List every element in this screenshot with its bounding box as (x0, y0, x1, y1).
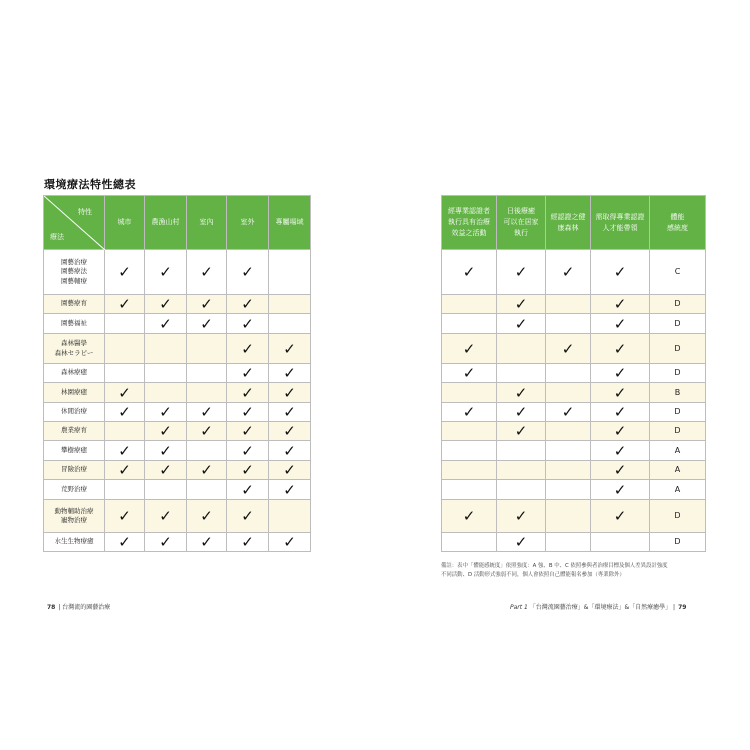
fitness-rating: D (650, 364, 706, 383)
fitness-rating: D (650, 500, 706, 533)
check-mark: ✓ (497, 403, 546, 422)
empty-cell (145, 480, 187, 500)
check-mark: ✓ (497, 250, 546, 295)
empty-cell (546, 480, 591, 500)
page-number-left: 78 (47, 604, 56, 611)
check-mark: ✓ (227, 334, 269, 364)
empty-cell (546, 441, 591, 461)
check-mark: ✓ (227, 441, 269, 461)
check-mark: ✓ (442, 334, 497, 364)
therapy-name: 荒野治療 (44, 480, 105, 500)
column-header: 經專業認證者 執行具有治療 效益之活動 (442, 196, 497, 250)
empty-cell (546, 383, 591, 403)
check-mark: ✓ (145, 500, 187, 533)
check-mark: ✓ (269, 533, 311, 552)
check-mark: ✓ (591, 422, 650, 441)
therapy-name: 農業療育 (44, 422, 105, 441)
fitness-rating: D (650, 295, 706, 314)
fitness-rating: B (650, 383, 706, 403)
right-footer: Part 1 「台灣流園藝治療」&「環境療法」&「自然療癒學」 | 79 (510, 604, 687, 611)
check-mark: ✓ (227, 403, 269, 422)
check-mark: ✓ (105, 533, 145, 552)
empty-cell (497, 364, 546, 383)
check-mark: ✓ (187, 533, 227, 552)
empty-cell (105, 364, 145, 383)
empty-cell (497, 334, 546, 364)
check-mark: ✓ (105, 403, 145, 422)
fitness-rating: A (650, 461, 706, 480)
table-row (44, 480, 311, 500)
column-header: 專屬場域 (269, 196, 311, 250)
check-mark: ✓ (145, 422, 187, 441)
table-note: 備註：表中「體能感統度」依照強度：A 強、B 中、C 依照參與者治療目標及個人差異設計強度不同活動、D 活動形式強弱不同，個人會依照自己體能報名參加（專業除外） (441, 563, 668, 578)
check-mark: ✓ (105, 295, 145, 314)
table-title: 環境療法特性總表 (44, 178, 136, 191)
therapy-name: 攀樹療癒 (44, 441, 105, 461)
check-mark: ✓ (187, 500, 227, 533)
empty-cell (497, 480, 546, 500)
empty-cell (442, 441, 497, 461)
table-row (442, 441, 706, 461)
table-row (44, 364, 311, 383)
left-footer: 78 | 台灣流的園藝治療 (47, 604, 111, 611)
column-header: 室外 (227, 196, 269, 250)
check-mark: ✓ (497, 314, 546, 334)
empty-cell (442, 461, 497, 480)
therapy-name: 森林療癒 (44, 364, 105, 383)
table-row (44, 334, 311, 364)
empty-cell (497, 441, 546, 461)
check-mark: ✓ (591, 461, 650, 480)
column-header: 體能 感統度 (650, 196, 706, 250)
table-row (44, 403, 311, 422)
check-mark: ✓ (442, 500, 497, 533)
right-table (441, 195, 706, 552)
table-row (442, 461, 706, 480)
left-table (43, 195, 311, 552)
empty-cell (145, 383, 187, 403)
empty-cell (269, 250, 311, 295)
empty-cell (145, 334, 187, 364)
table-row (44, 441, 311, 461)
check-mark: ✓ (269, 334, 311, 364)
fitness-rating: D (650, 403, 706, 422)
table-row (44, 250, 311, 295)
column-header: 農漁山村 (145, 196, 187, 250)
empty-cell (105, 480, 145, 500)
fitness-rating: D (650, 422, 706, 441)
therapy-name: 森林醫學 森林セラピー (44, 334, 105, 364)
check-mark: ✓ (591, 334, 650, 364)
table-row (442, 500, 706, 533)
check-mark: ✓ (227, 364, 269, 383)
check-mark: ✓ (497, 295, 546, 314)
check-mark: ✓ (105, 461, 145, 480)
fitness-rating: C (650, 250, 706, 295)
check-mark: ✓ (591, 250, 650, 295)
table-row (442, 403, 706, 422)
check-mark: ✓ (546, 334, 591, 364)
table-row (442, 480, 706, 500)
check-mark: ✓ (497, 500, 546, 533)
check-mark: ✓ (227, 295, 269, 314)
check-mark: ✓ (269, 480, 311, 500)
check-mark: ✓ (187, 250, 227, 295)
check-mark: ✓ (145, 250, 187, 295)
empty-cell (546, 461, 591, 480)
column-header: 室內 (187, 196, 227, 250)
therapy-name: 林園療癒 (44, 383, 105, 403)
table-row (44, 314, 311, 334)
empty-cell (187, 480, 227, 500)
check-mark: ✓ (187, 461, 227, 480)
table-row (44, 533, 311, 552)
empty-cell (546, 422, 591, 441)
check-mark: ✓ (591, 295, 650, 314)
table-row (442, 250, 706, 295)
check-mark: ✓ (546, 250, 591, 295)
empty-cell (591, 533, 650, 552)
fitness-rating: D (650, 314, 706, 334)
footer-part: Part 1 (510, 604, 528, 611)
empty-cell (269, 314, 311, 334)
corner-label-therapy: 療法 (50, 233, 64, 241)
check-mark: ✓ (187, 403, 227, 422)
check-mark: ✓ (591, 480, 650, 500)
empty-cell (442, 295, 497, 314)
empty-cell (187, 441, 227, 461)
check-mark: ✓ (227, 500, 269, 533)
check-mark: ✓ (269, 461, 311, 480)
empty-cell (187, 334, 227, 364)
check-mark: ✓ (187, 314, 227, 334)
column-header: 城市 (105, 196, 145, 250)
check-mark: ✓ (591, 403, 650, 422)
therapy-name: 冒險治療 (44, 461, 105, 480)
check-mark: ✓ (145, 441, 187, 461)
footer-book-title: 台灣流的園藝治療 (62, 604, 111, 611)
empty-cell (546, 295, 591, 314)
table-row (44, 461, 311, 480)
check-mark: ✓ (269, 383, 311, 403)
therapy-name: 水生生物療癒 (44, 533, 105, 552)
fitness-rating: A (650, 480, 706, 500)
empty-cell (546, 500, 591, 533)
check-mark: ✓ (145, 403, 187, 422)
check-mark: ✓ (269, 403, 311, 422)
check-mark: ✓ (269, 422, 311, 441)
table-row (44, 383, 311, 403)
therapy-name: 休閒治療 (44, 403, 105, 422)
therapy-name: 園藝治療 園藝療法 園藝輔療 (44, 250, 105, 295)
check-mark: ✓ (145, 314, 187, 334)
therapy-name: 園藝療育 (44, 295, 105, 314)
table-row (442, 383, 706, 403)
check-mark: ✓ (187, 295, 227, 314)
check-mark: ✓ (227, 383, 269, 403)
empty-cell (442, 422, 497, 441)
check-mark: ✓ (497, 533, 546, 552)
empty-cell (497, 461, 546, 480)
empty-cell (105, 334, 145, 364)
empty-cell (187, 364, 227, 383)
empty-cell (442, 383, 497, 403)
check-mark: ✓ (105, 383, 145, 403)
column-header: 日後療癒 可以在居家 執行 (497, 196, 546, 250)
check-mark: ✓ (591, 441, 650, 461)
empty-cell (442, 533, 497, 552)
table-row (442, 314, 706, 334)
check-mark: ✓ (187, 422, 227, 441)
check-mark: ✓ (497, 383, 546, 403)
check-mark: ✓ (442, 403, 497, 422)
empty-cell (442, 480, 497, 500)
check-mark: ✓ (145, 533, 187, 552)
check-mark: ✓ (105, 250, 145, 295)
fitness-rating: A (650, 441, 706, 461)
check-mark: ✓ (546, 403, 591, 422)
therapy-name: 動物輔助治療 寵物治療 (44, 500, 105, 533)
empty-cell (546, 314, 591, 334)
corner-label-trait: 特性 (78, 208, 92, 216)
table-row (442, 533, 706, 552)
check-mark: ✓ (227, 461, 269, 480)
page-number-right: 79 (678, 604, 687, 611)
empty-cell (269, 295, 311, 314)
column-header: 經認證之健 康森林 (546, 196, 591, 250)
check-mark: ✓ (442, 250, 497, 295)
fitness-rating: D (650, 334, 706, 364)
table-row (442, 422, 706, 441)
check-mark: ✓ (105, 500, 145, 533)
check-mark: ✓ (227, 250, 269, 295)
table-row (442, 334, 706, 364)
check-mark: ✓ (227, 422, 269, 441)
footer-chapter-title: 「台灣流園藝治療」&「環境療法」&「自然療癒學」 (529, 604, 672, 611)
table-row (442, 364, 706, 383)
empty-cell (269, 500, 311, 533)
empty-cell (546, 533, 591, 552)
check-mark: ✓ (591, 383, 650, 403)
table-row (44, 422, 311, 441)
check-mark: ✓ (591, 314, 650, 334)
check-mark: ✓ (145, 295, 187, 314)
check-mark: ✓ (227, 314, 269, 334)
check-mark: ✓ (145, 461, 187, 480)
check-mark: ✓ (269, 364, 311, 383)
empty-cell (546, 364, 591, 383)
empty-cell (105, 422, 145, 441)
check-mark: ✓ (442, 364, 497, 383)
table-row (44, 500, 311, 533)
check-mark: ✓ (105, 441, 145, 461)
empty-cell (442, 314, 497, 334)
table-row (44, 295, 311, 314)
fitness-rating: D (650, 533, 706, 552)
check-mark: ✓ (269, 441, 311, 461)
empty-cell (105, 314, 145, 334)
check-mark: ✓ (227, 480, 269, 500)
empty-cell (145, 364, 187, 383)
column-header: 需取得專業認證 人才能帶領 (591, 196, 650, 250)
therapy-name: 園藝福祉 (44, 314, 105, 334)
check-mark: ✓ (227, 533, 269, 552)
check-mark: ✓ (497, 422, 546, 441)
corner-header (44, 196, 105, 250)
check-mark: ✓ (591, 364, 650, 383)
empty-cell (187, 383, 227, 403)
table-row (442, 295, 706, 314)
check-mark: ✓ (591, 500, 650, 533)
